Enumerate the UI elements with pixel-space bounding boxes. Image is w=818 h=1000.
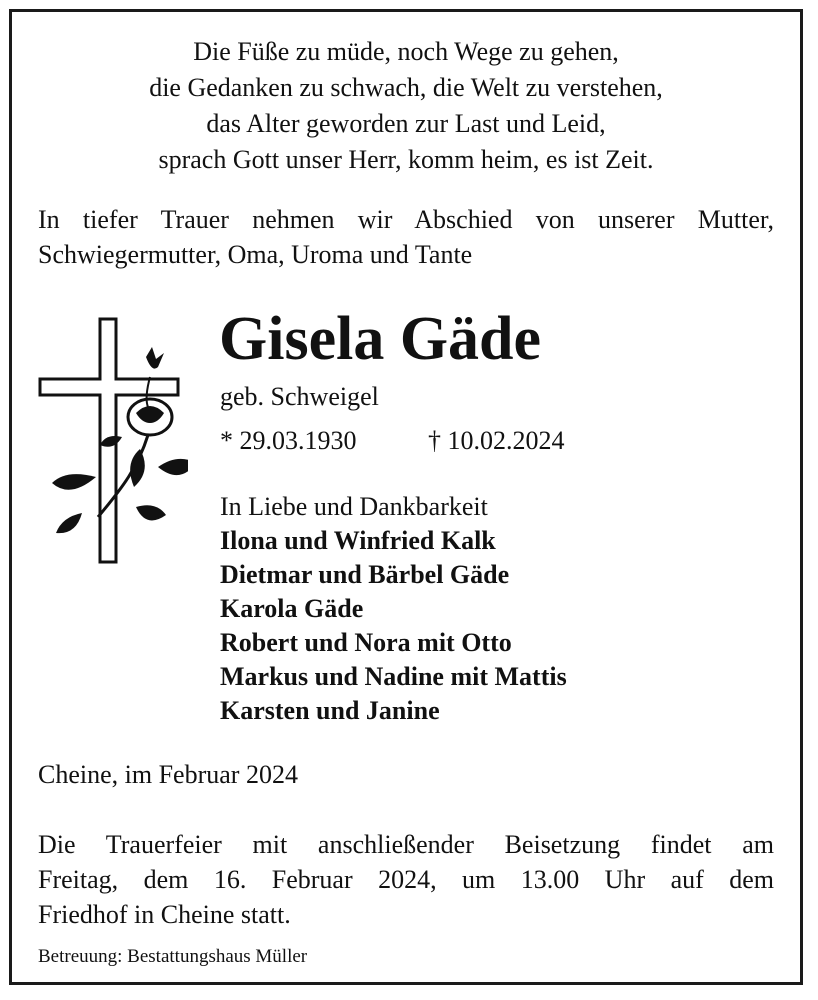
funeral-line: Friedhof in Cheine statt. (38, 900, 291, 929)
maiden-name: geb. Schweigel (220, 382, 379, 411)
mourner-name: Dietmar und Bärbel Gäde (220, 560, 510, 589)
mourner-name: Karsten und Janine (220, 696, 440, 725)
poem-line: die Gedanken zu schwach, die Welt zu verstehen, (149, 73, 663, 102)
mourners-list (220, 524, 567, 728)
place-and-date: Cheine, im Februar 2024 (38, 760, 298, 789)
poem (12, 34, 800, 178)
mourners-heading: In Liebe und Dankbarkeit (220, 492, 488, 521)
deceased-name: Gisela Gäde (219, 305, 542, 373)
mourner-name: Robert und Nora mit Otto (220, 628, 512, 657)
mourner-name: Ilona und Winfried Kalk (220, 526, 496, 555)
intro-line: Schwiegermutter, Oma, Uroma und Tante (38, 240, 473, 269)
funeral-info (38, 827, 774, 932)
poem-line: Die Füße zu müde, noch Wege zu gehen, (193, 37, 619, 66)
intro-line: In tiefer Trauer nehmen wir Abschied von unserer Mutter, (38, 205, 774, 234)
mourner-name: Karola Gäde (220, 594, 364, 623)
funeral-line: Freitag, dem 16. Februar 2024, um 13.00 Uhr auf dem (38, 865, 774, 894)
death-date: † 10.02.2024 (428, 426, 565, 455)
obituary-notice (9, 9, 803, 985)
birth-date: * 29.03.1930 (220, 426, 357, 455)
intro-text (38, 202, 774, 272)
mourner-name: Markus und Nadine mit Mattis (220, 662, 567, 691)
funeral-home-credit: Betreuung: Bestattungshaus Müller (38, 946, 308, 967)
poem-line: sprach Gott unser Herr, komm heim, es ist Zeit. (158, 145, 654, 174)
poem-line: das Alter geworden zur Last und Leid, (206, 109, 606, 138)
funeral-line: Die Trauerfeier mit anschließender Beisetzung findet am (38, 830, 774, 859)
cross-with-rose-icon (38, 317, 188, 567)
